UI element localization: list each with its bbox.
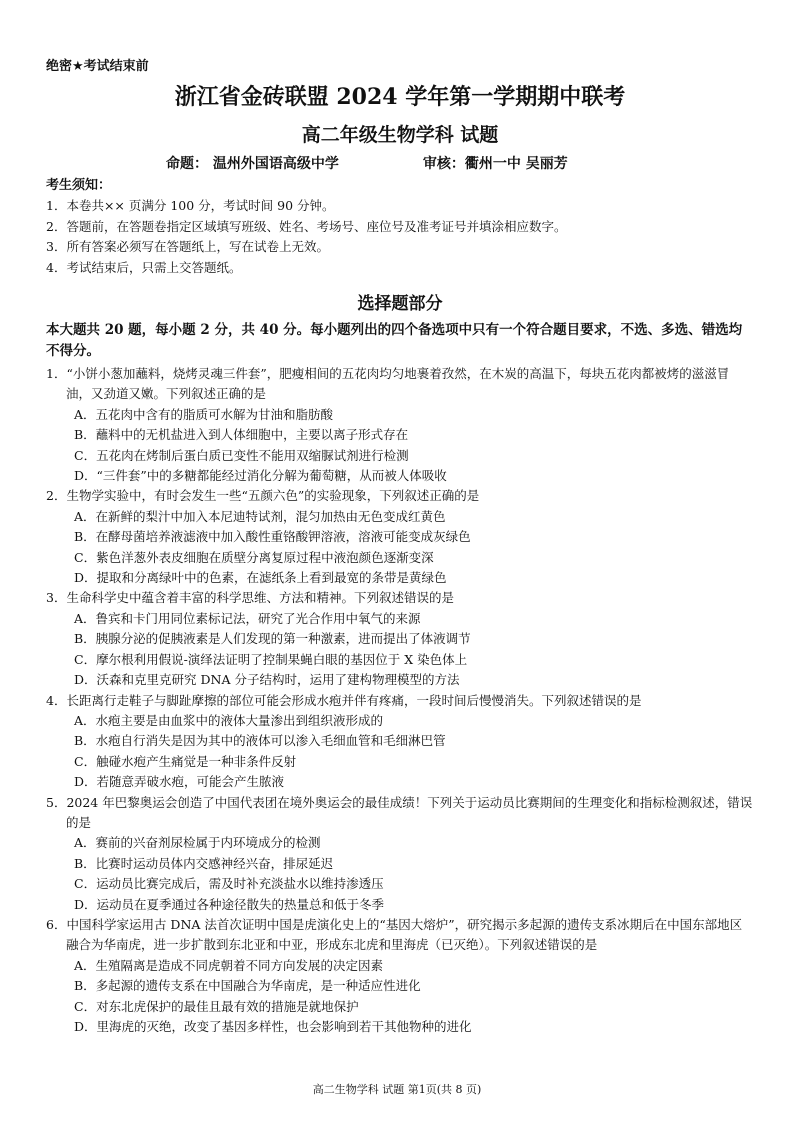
option-b: B．比赛时运动员体内交感神经兴奋，排尿延迟 xyxy=(74,855,334,871)
author-line xyxy=(166,154,754,174)
option-d: D．提取和分离绿叶中的色素，在滤纸条上看到最宽的条带是黄绿色 xyxy=(74,570,447,586)
question-stem: 2．生物学实验中，有时会发生一些“五颜六色”的实验现象，下列叙述正确的是 xyxy=(46,488,480,504)
exam-notice xyxy=(46,176,754,278)
notice-item: 2．答题前，在答题卷指定区域填写班级、姓名、考场号、座位号及准考证号并填涂相应数字。 xyxy=(46,218,567,234)
option-c: C．运动员比赛完成后，需及时补充淡盐水以维持渗透压 xyxy=(74,876,384,892)
exam-subtitle: 高二年级生物学科 试题 xyxy=(301,124,499,146)
section-instructions: 本大题共 20 题，每小题 2 分，共 40 分。每小题列出的四个备选项中只有一个符合题目要求，不选、多选、错选均不得分。 xyxy=(46,322,743,359)
notice-item: 4．考试结束后，只需上交答题纸。 xyxy=(46,259,242,275)
option-a: A．五花肉中含有的脂质可水解为甘油和脂肪酸 xyxy=(74,406,334,422)
exam-title: 浙江省金砖联盟 2024 学年第一学期期中联考 xyxy=(174,84,626,110)
option-c: C．触碰水疱产生痛觉是一种非条件反射 xyxy=(74,753,297,769)
question-list xyxy=(46,364,754,1037)
question-5 xyxy=(46,793,754,915)
option-c: C．对东北虎保护的最佳且最有效的措施是就地保护 xyxy=(74,998,359,1014)
question-stem: 4．长距离行走鞋子与脚趾摩擦的部位可能会形成水疱并伴有疼痛，一段时间后慢慢消失。下列叙述错误的是 xyxy=(46,692,642,708)
notice-item: 1．本卷共×× 页满分 100 分，考试时间 90 分钟。 xyxy=(46,198,335,213)
question-stem: 6．中国科学家运用古 DNA 法首次证明中国是虎演化史上的“基因大熔炉”，研究揭示多起源的遗传支系冰期后在中国东部地区融合为华南虎，进一步扩散到东北亚和中亚，形成东北虎和里海虎（已灭绝）。下列叙述错误的是 xyxy=(46,916,743,953)
option-a: A．在新鲜的梨汁中加入本尼迪特试剂，混匀加热由无色变成红黄色 xyxy=(74,508,446,524)
option-b: B．胰腺分泌的促胰液素是人们发现的第一种激素，进而提出了体液调节 xyxy=(74,631,471,647)
option-a: A．水疱主要是由血浆中的液体大量渗出到组织液形成的 xyxy=(74,712,384,728)
question-stem: 1．“小饼小葱加蘸料，烧烤灵魂三件套”，肥瘦相间的五花肉均匀地裹着孜然，在木炭的高温下，每块五花肉都被烤的滋滋冒油，又劲道又嫩。下列叙述正确的是 xyxy=(46,366,730,402)
option-d: D．运动员在夏季通过各种途径散失的热量总和低于冬季 xyxy=(74,896,385,912)
question-3 xyxy=(46,588,754,690)
option-d: D．“三件套”中的多糖都能经过消化分解为葡萄糖，从而被人体吸收 xyxy=(74,468,447,484)
option-c: C．紫色洋葱外表皮细胞在质壁分离复原过程中液泡颜色逐渐变深 xyxy=(74,549,434,565)
option-b: B．蘸料中的无机盐进入到人体细胞中，主要以离子形式存在 xyxy=(74,427,409,443)
option-a: A．赛前的兴奋剂尿检属于内环境成分的检测 xyxy=(74,835,321,851)
question-6 xyxy=(46,915,754,1037)
question-4 xyxy=(46,691,754,793)
page-footer: 高二生物学科 试题 第1页(共 8 页) xyxy=(312,1083,482,1096)
question-2 xyxy=(46,486,754,588)
option-a: A．鲁宾和卡门用同位素标记法，研究了光合作用中氧气的来源 xyxy=(74,610,421,626)
option-d: D．若随意弄破水疱，可能会产生脓液 xyxy=(74,774,285,790)
notice-heading: 考生须知： xyxy=(46,178,112,193)
question-stem: 3．生命科学史中蕴含着丰富的科学思维、方法和精神。下列叙述错误的是 xyxy=(46,590,454,606)
option-b: B．水疱自行消失是因为其中的液体可以渗入毛细血管和毛细淋巴管 xyxy=(74,733,446,749)
option-c: C．摩尔根利用假说-演绎法证明了控制果蝇白眼的基因位于 X 染色体上 xyxy=(74,651,468,667)
question-1 xyxy=(46,364,754,486)
option-b: B．多起源的遗传支系在中国融合为华南虎，是一种适应性进化 xyxy=(74,978,421,994)
option-c: C．五花肉在烤制后蛋白质已变性不能用双缩脲试剂进行检测 xyxy=(74,447,409,463)
option-d: D．沃森和克里克研究 DNA 分子结构时，运用了建构物理模型的方法 xyxy=(74,672,460,688)
author-label: 命题： 温州外国语高级中学 xyxy=(166,156,339,172)
section-title: 选择题部分 xyxy=(357,294,443,314)
option-a: A．生殖隔离是造成不同虎朝着不同方向发展的决定因素 xyxy=(74,957,384,973)
confidential-mark: 绝密★考试结束前 xyxy=(46,59,149,74)
option-d: D．里海虎的灭绝，改变了基因多样性，也会影响到若干其他物种的进化 xyxy=(74,1019,472,1034)
question-stem: 5．2024 年巴黎奥运会创造了中国代表团在境外奥运会的最佳成绩！下列关于运动员比赛期间的生理变化和指标检测叙述，错误的是 xyxy=(46,794,753,830)
notice-item: 3．所有答案必须写在答题纸上，写在试卷上无效。 xyxy=(46,239,329,254)
option-b: B．在酵母菌培养液滤液中加入酸性重铬酸钾溶液，溶液可能变成灰绿色 xyxy=(74,529,471,545)
reviewer-label: 审核：衢州一中 吴丽芳 xyxy=(422,156,568,172)
